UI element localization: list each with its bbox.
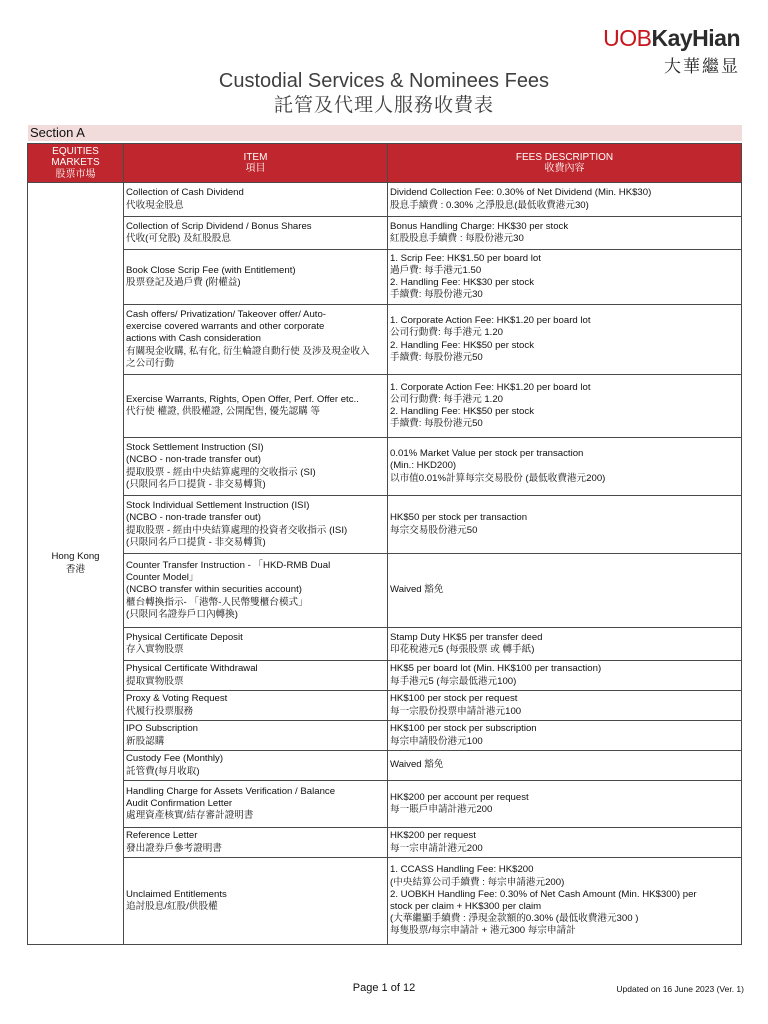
item-line: 存入實物股票 bbox=[126, 644, 184, 655]
fee-cell bbox=[388, 828, 742, 858]
fee-line: HK$100 per stock per subscription bbox=[390, 723, 537, 735]
fee-line: 1. Scrip Fee: HK$1.50 per board lot bbox=[390, 252, 541, 264]
fee-line: 印花稅港元5 (每張股票 或 轉手紙) bbox=[390, 644, 535, 655]
item-line: 託管費(每月收取) bbox=[126, 765, 200, 777]
fee-cell bbox=[388, 721, 742, 751]
item-line: Audit Confirmation Letter bbox=[126, 797, 233, 809]
table-row bbox=[28, 751, 742, 781]
logo-chinese-name: 大華繼显 bbox=[664, 57, 740, 77]
item-line: 提取股票 - 經由中央結算處理的交收指示 (SI) bbox=[126, 466, 316, 478]
item-line: Reference Letter bbox=[126, 830, 198, 842]
item-line: 有關現金收購, 私有化, 衍生輪證自動行使 及涉及現金收入 bbox=[126, 345, 370, 357]
fee-cell bbox=[388, 751, 742, 781]
fee-line: Waived 豁免 bbox=[390, 759, 444, 771]
logo-wordmark bbox=[603, 26, 740, 50]
item-cell bbox=[124, 721, 388, 751]
item-line: Physical Certificate Withdrawal bbox=[126, 663, 258, 675]
item-line: Collection of Scrip Dividend / Bonus Shares bbox=[126, 220, 312, 232]
fee-cell bbox=[388, 250, 742, 305]
fee-cell bbox=[388, 661, 742, 691]
fee-line: 公司行動費: 每手港元 1.20 bbox=[390, 393, 504, 405]
table-row bbox=[28, 183, 742, 217]
table-row bbox=[28, 828, 742, 858]
fee-line: 每宗申請股份港元100 bbox=[390, 735, 483, 747]
fee-line: 過戶費: 每手港元1.50 bbox=[390, 264, 482, 276]
item-line: IPO Subscription bbox=[126, 723, 198, 735]
fee-line: 1. Corporate Action Fee: HK$1.20 per board lot bbox=[390, 315, 591, 327]
header-fees-description bbox=[388, 144, 742, 183]
header-item-line: 項目 bbox=[245, 163, 266, 174]
fee-line: 每手港元5 (每宗最低港元100) bbox=[390, 675, 517, 687]
item-line: Book Close Scrip Fee (with Entitlement) bbox=[126, 264, 296, 276]
item-line: (NCBO - non-trade transfer out) bbox=[126, 454, 261, 466]
item-cell bbox=[124, 858, 388, 945]
header-markets bbox=[28, 144, 124, 183]
table-row bbox=[28, 438, 742, 496]
item-line: 代履行投票服務 bbox=[126, 705, 194, 717]
item-line: Physical Certificate Deposit bbox=[126, 631, 243, 643]
fee-line: 每宗交易股份港元50 bbox=[390, 524, 478, 536]
fee-cell bbox=[388, 691, 742, 721]
fee-line: 2. Handling Fee: HK$30 per stock bbox=[390, 277, 534, 288]
market-line: 香港 bbox=[65, 563, 86, 575]
item-line: Custody Fee (Monthly) bbox=[126, 753, 224, 765]
fee-line: 手續費: 每股份港元50 bbox=[390, 418, 483, 430]
fee-line: HK$200 per request bbox=[390, 830, 476, 842]
table-row bbox=[28, 628, 742, 661]
table-row bbox=[28, 858, 742, 945]
item-line: Exercise Warrants, Rights, Open Offer, Perf. Offer etc.. bbox=[126, 393, 359, 405]
table-row bbox=[28, 554, 742, 628]
header-markets-line: MARKETS bbox=[51, 157, 100, 169]
fee-cell bbox=[388, 217, 742, 250]
item-line: 處理資產核實/結存審計證明書 bbox=[126, 810, 254, 822]
item-line: Counter Model」 bbox=[126, 572, 199, 584]
item-line: 追討股息/紅股/供股權 bbox=[126, 901, 218, 912]
table-row bbox=[28, 305, 742, 375]
market-cell bbox=[28, 183, 124, 945]
item-line: 之公司行動 bbox=[126, 357, 174, 369]
item-cell bbox=[124, 661, 388, 691]
fee-line: 公司行動費: 每手港元 1.20 bbox=[390, 327, 504, 339]
fee-rows bbox=[28, 183, 742, 945]
fee-line: 0.01% Market Value per stock per transaction bbox=[390, 448, 584, 460]
fee-line: 2. UOBKH Handling Fee: 0.30% of Net Cash Amount (Min. HK$300) per bbox=[390, 888, 697, 900]
fee-line: 每一賬戶申請計港元200 bbox=[390, 804, 493, 815]
item-line: Stock Settlement Instruction (SI) bbox=[126, 442, 264, 454]
item-cell bbox=[124, 217, 388, 250]
item-line: actions with Cash consideration bbox=[126, 333, 261, 345]
fee-cell bbox=[388, 305, 742, 375]
item-line: 代收(可兌股) 及紅股股息 bbox=[126, 233, 231, 244]
fee-line: 2. Handling Fee: HK$50 per stock bbox=[390, 339, 534, 351]
item-cell bbox=[124, 305, 388, 375]
fee-cell bbox=[388, 438, 742, 496]
item-line: Cash offers/ Privatization/ Takeover offer/ Auto- bbox=[126, 308, 326, 320]
document-title bbox=[0, 68, 768, 118]
item-line: (只限同名證券戶口內轉換) bbox=[126, 608, 238, 620]
item-line: 發出證券戶參考證明書 bbox=[126, 842, 222, 854]
table-row bbox=[28, 375, 742, 438]
market-line: Hong Kong bbox=[51, 551, 100, 563]
item-cell bbox=[124, 781, 388, 828]
table-row bbox=[28, 781, 742, 828]
item-cell bbox=[124, 691, 388, 721]
table-row bbox=[28, 217, 742, 250]
fee-line: Stamp Duty HK$5 per transfer deed bbox=[390, 631, 543, 643]
item-line: Counter Transfer Instruction - 「HKD-RMB Dual bbox=[126, 559, 331, 571]
logo-brand-a: UOB bbox=[603, 25, 652, 51]
fee-line: 1. Corporate Action Fee: HK$1.20 per board lot bbox=[390, 381, 591, 393]
item-line: 代行使 權證, 供股權證, 公開配售, 優先認購 等 bbox=[126, 406, 321, 417]
item-line: Stock Individual Settlement Instruction (ISI) bbox=[126, 500, 310, 512]
fee-line: Waived 豁免 bbox=[390, 584, 444, 596]
header-markets-line: EQUITIES bbox=[52, 145, 99, 157]
fee-line: HK$100 per stock per request bbox=[390, 693, 518, 705]
header-item bbox=[124, 144, 388, 183]
fee-line: stock per claim + HK$300 per claim bbox=[390, 901, 542, 912]
fee-line: 每一宗股份投票申請計港元100 bbox=[390, 705, 522, 717]
header-fees-line: FEES DESCRIPTION bbox=[515, 151, 614, 163]
table-row bbox=[28, 250, 742, 305]
logo-brand-b: KayHian bbox=[651, 25, 740, 51]
fee-line: 以市值0.01%計算每宗交易股份 (最低收費港元200) bbox=[390, 472, 606, 484]
item-cell bbox=[124, 751, 388, 781]
fee-line: 股息手續費 : 0.30% 之淨股息(最低收費港元30) bbox=[390, 199, 589, 211]
fee-line: HK$200 per account per request bbox=[390, 791, 529, 803]
fee-line: HK$5 per board lot (Min. HK$100 per transaction) bbox=[390, 663, 602, 675]
table-row bbox=[28, 661, 742, 691]
title-chinese: 託管及代理人服務收費表 bbox=[273, 95, 494, 116]
item-line: 股票登記及過戶費 (附權益) bbox=[126, 277, 241, 288]
fee-line: Bonus Handling Charge: HK$30 per stock bbox=[390, 220, 569, 232]
table-header-row bbox=[28, 144, 742, 183]
item-cell bbox=[124, 828, 388, 858]
fee-line: 紅股股息手續費 : 每股份港元30 bbox=[390, 233, 524, 244]
fees-table bbox=[27, 143, 742, 945]
item-line: Proxy & Voting Request bbox=[126, 693, 228, 705]
fee-cell bbox=[388, 375, 742, 438]
item-line: 代收現金股息 bbox=[126, 199, 184, 211]
fee-line: 每一宗申請計港元200 bbox=[390, 842, 483, 854]
item-cell bbox=[124, 250, 388, 305]
item-line: 提取實物股票 bbox=[126, 675, 184, 687]
fee-line: 每隻股票/每宗申請計 + 港元300 每宗申請計 bbox=[390, 925, 576, 937]
header-fees-line: 收費內容 bbox=[544, 163, 585, 174]
table-row bbox=[28, 496, 742, 554]
fee-line: (中央結算公司手續費 : 每宗申請港元200) bbox=[390, 876, 565, 888]
fee-cell bbox=[388, 183, 742, 217]
item-line: Handling Charge for Assets Verification / Balance bbox=[126, 785, 336, 797]
item-cell bbox=[124, 183, 388, 217]
fee-line: 2. Handling Fee: HK$50 per stock bbox=[390, 406, 534, 417]
fee-cell bbox=[388, 628, 742, 661]
title-english: Custodial Services & Nominees Fees bbox=[218, 70, 550, 92]
item-cell bbox=[124, 628, 388, 661]
fee-line: 手續費: 每股份港元30 bbox=[390, 289, 483, 301]
fee-cell bbox=[388, 496, 742, 554]
fee-line: (Min.: HKD200) bbox=[390, 460, 457, 472]
item-cell bbox=[124, 438, 388, 496]
item-line: Unclaimed Entitlements bbox=[126, 888, 227, 900]
header-item-line: ITEM bbox=[243, 151, 268, 163]
fee-line: HK$50 per stock per transaction bbox=[390, 512, 528, 524]
item-line: exercise covered warrants and other corporate bbox=[126, 321, 325, 333]
item-line: (NCBO - non-trade transfer out) bbox=[126, 512, 261, 524]
item-line: (只限同名戶口提貨 - 非交易轉貨) bbox=[126, 478, 266, 490]
item-line: 櫃台轉換指示- 「港幣-人民幣雙櫃台模式」 bbox=[126, 596, 308, 608]
item-line: (只限同名戶口提貨 - 非交易轉貨) bbox=[126, 536, 266, 548]
fee-cell bbox=[388, 858, 742, 945]
updated-date: Updated on 16 June 2023 (Ver. 1) bbox=[616, 984, 744, 994]
fee-cell bbox=[388, 781, 742, 828]
table-row bbox=[28, 721, 742, 751]
item-cell bbox=[124, 554, 388, 628]
item-cell bbox=[124, 496, 388, 554]
item-line: Collection of Cash Dividend bbox=[126, 187, 244, 199]
item-line: 提取股票 - 經由中央結算處理的投資者交收指示 (ISI) bbox=[126, 524, 348, 536]
fee-line: 1. CCASS Handling Fee: HK$200 bbox=[390, 864, 534, 876]
item-cell bbox=[124, 375, 388, 438]
fee-line: (大華繼顯手續費 : 淨現金款額的0.30% (最低收費港元300 ) bbox=[390, 913, 639, 925]
section-label: Section A bbox=[28, 125, 742, 141]
fee-line: 手續費: 每股份港元50 bbox=[390, 351, 483, 363]
fee-line: Dividend Collection Fee: 0.30% of Net Dividend (Min. HK$30) bbox=[390, 187, 652, 199]
page-number: Page 1 of 12 bbox=[352, 982, 416, 994]
fee-cell bbox=[388, 554, 742, 628]
item-line: 新股認購 bbox=[126, 735, 165, 747]
table-row bbox=[28, 691, 742, 721]
item-line: (NCBO transfer within securities account) bbox=[126, 584, 302, 596]
header-markets-line: 股票市場 bbox=[55, 168, 96, 180]
